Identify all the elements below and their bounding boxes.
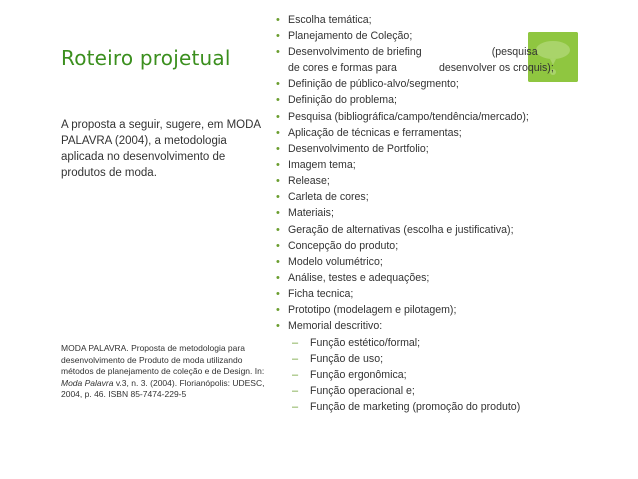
bullet-icon: • — [276, 14, 280, 26]
list-item: • Planejamento de Coleção; — [276, 30, 413, 43]
reference-journal: Moda Palavra — [61, 377, 114, 388]
bullet-icon: • — [276, 288, 280, 301]
bullet-icon: • — [276, 304, 280, 317]
list-item: • Análise, testes e adequações; — [276, 271, 430, 284]
bullet-icon: • — [276, 126, 280, 139]
intro-text: A proposta a seguir, sugere, em MODA PALAVRA (2004), a metodologia aplicada no desenvolvimento de produtos de moda. — [61, 119, 261, 179]
list-item: • Prototipo (modelagem e pilotagem); — [276, 304, 457, 317]
list-item-briefing: • Desenvolvimento de briefing (pesquisa de cores e formas para desenvolver os croquis); — [276, 46, 554, 75]
sub-list-item: – Função estético/formal; — [292, 336, 421, 349]
bullet-icon: • — [276, 94, 280, 107]
reference-citation — [61, 343, 266, 401]
list-item: • Aplicação de técnicas e ferramentas; — [276, 126, 462, 139]
list-item: • Concepção do produto; — [276, 239, 399, 252]
bullet-icon: • — [276, 110, 280, 123]
reference-text-before: MODA PALAVRA. Proposta de metodologia para desenvolvimento de Produto de moda utilizando métodos de planejamento de coleção e de Design. In: — [61, 343, 265, 376]
bullet-icon: • — [276, 255, 280, 268]
dash-icon: – — [292, 368, 299, 381]
dash-icon: – — [292, 401, 299, 414]
bullet-icon: • — [276, 142, 280, 155]
list-item: • Memorial descritivo: — [276, 320, 383, 333]
bullet-icon: • — [276, 46, 280, 59]
sub-list-item: – Função operacional e; — [292, 384, 415, 397]
reference-text-after: v.3, n. 3. (2004). Florianópolis: UDESC, 2004, p. 46. ISBN 85-7474-229-5 — [61, 377, 265, 399]
list-item: • Definição de público-alvo/segmento; — [276, 78, 459, 91]
bullet-icon: • — [276, 191, 280, 204]
bullet-icon: • — [276, 271, 280, 284]
list-item: • Definição do problema; — [276, 94, 397, 107]
list-item: • Geração de alternativas (escolha e justificativa); — [276, 223, 514, 236]
sub-list-item: – Função de uso; — [292, 352, 384, 365]
bullet-icon: • — [276, 207, 280, 220]
bullet-icon: • — [276, 223, 280, 236]
list-item: • Pesquisa (bibliográfica/campo/tendência/mercado); — [276, 110, 529, 123]
bullet-icon: • — [276, 158, 280, 171]
bullet-icon: • — [276, 239, 280, 252]
sub-list-item: – Função de marketing (promoção do produto) — [292, 401, 521, 414]
roadmap-list — [276, 12, 606, 415]
list-item: • Release; — [276, 175, 330, 188]
list-item: • Carleta de cores; — [276, 191, 369, 204]
list-item: • Desenvolvimento de Portfolio; — [276, 142, 429, 155]
dash-icon: – — [292, 384, 299, 397]
list-item: • Ficha tecnica; — [276, 288, 354, 301]
list-item: • Escolha temática; — [276, 14, 372, 26]
bullet-icon: • — [276, 175, 280, 188]
sub-list-item: – Função ergonômica; — [292, 368, 407, 381]
slide-title: Roteiro projetual — [61, 46, 231, 70]
bullet-icon: • — [276, 320, 280, 333]
list-item: • Imagem tema; — [276, 158, 356, 171]
dash-icon: – — [292, 352, 299, 365]
bullet-icon: • — [276, 78, 280, 91]
list-item: • Materiais; — [276, 207, 334, 220]
bullet-icon: • — [276, 30, 280, 43]
list-item: • Modelo volumétrico; — [276, 255, 383, 268]
dash-icon: – — [292, 336, 299, 349]
